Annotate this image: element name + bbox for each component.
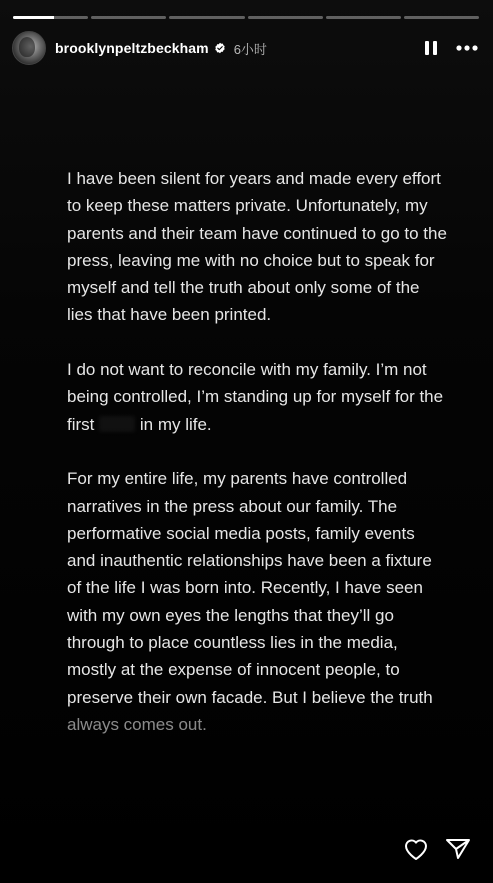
paragraph-1: I have been silent for years and made every effort to keep these matters private. Unfortunately, my parents and their team have continued to go to the press, leaving me with no choice but to speak for myself and tell the truth about only some of the lies that have been printed. [67, 169, 447, 325]
story-actions [403, 837, 471, 861]
post-timestamp: 6小时 [233, 41, 267, 57]
more-options-icon[interactable] [456, 45, 478, 51]
username[interactable]: brooklynpeltzbeckham [55, 40, 209, 56]
paragraph-2 [67, 356, 447, 438]
progress-segment [248, 16, 323, 19]
paragraph-3-main: For my entire life, my parents have controlled narratives in the press about our family. The performative social media posts, family events and inauthentic relationships have been a fixture of the life I was born into. Recently, I have seen with my own eyes the lengths that they’ll go through to place countless lies in the media, mostly at the expense of innocent people, to preserve their own facade. But I believe the truth [67, 469, 433, 707]
story-progress-bar [13, 16, 479, 19]
progress-segment [404, 16, 479, 19]
paragraph-2-start: I do not want to reconcile with my family. I’m not being controlled, I’m standing up for myself for the first [67, 360, 444, 434]
pause-icon[interactable] [424, 40, 438, 56]
verified-badge-icon [214, 42, 226, 54]
paragraph-3 [67, 465, 447, 738]
paragraph-3-tail: always comes out. [67, 714, 207, 734]
progress-segment [91, 16, 166, 19]
progress-segment [326, 16, 401, 19]
progress-segment-fill [13, 16, 54, 19]
progress-segment [13, 16, 88, 19]
send-icon[interactable] [445, 837, 471, 861]
story-text [67, 165, 447, 738]
progress-segment [169, 16, 244, 19]
blurred-text [99, 416, 135, 432]
avatar[interactable] [12, 31, 46, 65]
heart-icon[interactable] [403, 837, 429, 861]
story-header [12, 31, 482, 65]
paragraph-2-end: in my life. [139, 414, 212, 434]
